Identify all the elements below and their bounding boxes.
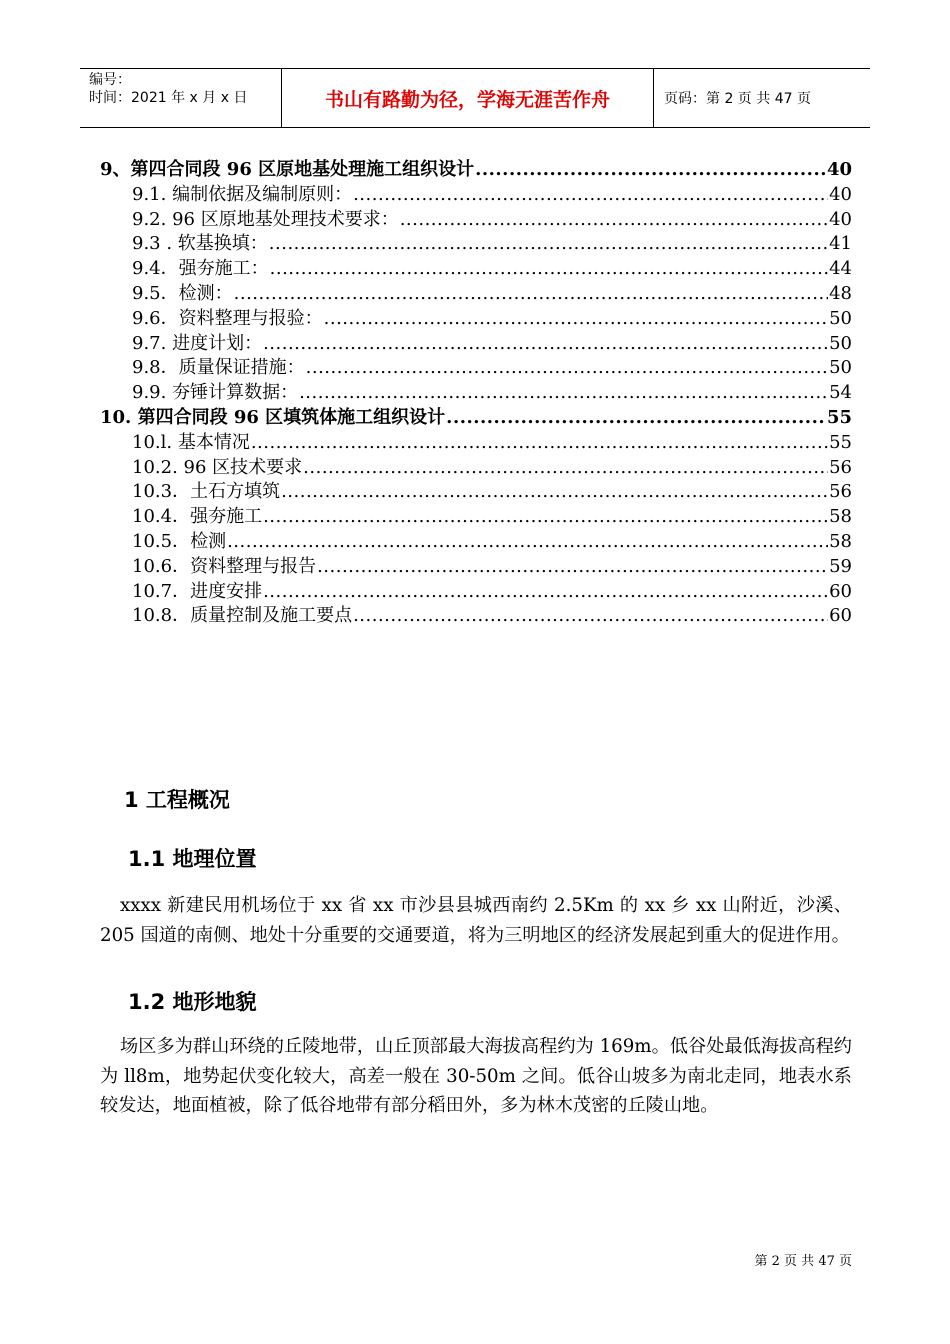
header-number-label: 编号：	[89, 72, 131, 88]
toc-leader-dots	[353, 184, 828, 205]
toc-entry-page: 40	[829, 208, 852, 230]
toc-entry-title: 10.3．土石方填筑	[132, 481, 281, 503]
toc-entry-page: 50	[829, 307, 852, 329]
toc-entry[interactable]	[100, 378, 852, 403]
toc-leader-dots	[234, 283, 828, 304]
toc-leader-dots	[263, 333, 828, 354]
toc-entry-title: 9、第四合同段 96 区原地基处理施工组织设计	[100, 159, 475, 180]
toc-entry[interactable]	[100, 527, 852, 552]
toc-leader-dots	[227, 531, 828, 552]
header-time-label: 时间：2021 年 x 月 x 日	[89, 90, 248, 106]
toc-leader-dots	[446, 407, 826, 428]
toc-leader-dots	[263, 506, 828, 527]
toc-entry-page: 50	[829, 357, 852, 379]
table-of-contents	[100, 155, 852, 626]
toc-entry-page: 60	[829, 580, 852, 602]
toc-entry-page: 55	[826, 406, 852, 428]
section-heading-terrain: 1.2 地形地貌	[128, 990, 257, 1014]
chapter-heading: 1 工程概况	[124, 788, 230, 812]
toc-entry-page: 60	[829, 605, 852, 627]
toc-entry-title: 9.2. 96 区原地基处理技术要求：	[132, 208, 399, 230]
toc-entry[interactable]	[100, 155, 852, 180]
toc-entry-title: 10.2. 96 区技术要求	[132, 456, 303, 478]
page-header	[80, 68, 870, 128]
toc-entry-page: 58	[829, 530, 852, 552]
toc-leader-dots	[251, 432, 828, 453]
toc-entry-title: 9.4．强夯施工：	[132, 258, 269, 279]
section-paragraph-terrain: 场区多为群山环绕的丘陵地带，山丘顶部最大海拔高程约为 169m。低谷处最低海拔高程约为 ll8m，地势起伏变化较大，高差一般在 30-50m 之间。低谷山坡多为南北走同，地表水系较发达，地面植被，除了低谷地带有部分稻田外，多为林木茂密的丘陵山地。	[100, 1036, 852, 1116]
toc-entry[interactable]	[100, 477, 852, 502]
section-paragraph-location: xxxx 新建民用机场位于 xx 省 xx 市沙县县城西南约 2.5Km 的 xx 乡 xx 山附近，沙溪、205 国道的南侧、地处十分重要的交通要道，将为三明地区的经济发展起到重大的促进作用。	[100, 895, 852, 946]
toc-leader-dots	[263, 581, 828, 602]
toc-entry[interactable]	[100, 180, 852, 205]
toc-entry-page: 40	[829, 183, 852, 205]
toc-leader-dots	[270, 258, 828, 279]
toc-entry-title: 10. 第四合同段 96 区填筑体施工组织设计	[100, 406, 446, 428]
page-footer: 第 2 页 共 47 页	[754, 1254, 852, 1269]
toc-entry[interactable]	[100, 577, 852, 602]
toc-entry-page: 56	[829, 481, 852, 503]
toc-entry-title: 9.7. 进度计划：	[132, 332, 263, 354]
toc-entry-title: 9.8．质量保证措施：	[132, 357, 305, 379]
toc-entry-title: 9.5．检测：	[132, 282, 233, 304]
toc-entry-title: 10.l. 基本情况	[132, 431, 250, 453]
toc-entry-title: 9.9. 夯锤计算数据：	[132, 382, 299, 403]
toc-entry[interactable]	[100, 254, 852, 279]
toc-entry[interactable]	[100, 453, 852, 478]
toc-entry-title: 9.6．资料整理与报验：	[132, 307, 323, 329]
toc-entry-page: 41	[829, 233, 852, 255]
toc-entry[interactable]	[100, 601, 852, 626]
toc-entry-title: 9.1. 编制依据及编制原则：	[132, 183, 353, 205]
toc-leader-dots	[303, 457, 828, 478]
toc-entry-page: 59	[829, 555, 852, 577]
toc-entry-title: 10.7．进度安排	[132, 580, 263, 602]
toc-entry-page: 50	[829, 332, 852, 354]
toc-entry-title: 10.8．质量控制及施工要点	[132, 605, 353, 627]
toc-leader-dots	[317, 556, 828, 577]
toc-entry[interactable]	[100, 205, 852, 230]
toc-entry-title: 10.5．检测	[132, 530, 227, 552]
toc-leader-dots	[306, 357, 828, 378]
header-page-label: 页码：第 2 页 共 47 页	[664, 91, 811, 107]
toc-entry[interactable]	[100, 353, 852, 378]
toc-leader-dots	[281, 481, 828, 502]
toc-entry-page: 55	[829, 431, 852, 453]
toc-entry-page: 40	[826, 159, 852, 180]
toc-leader-dots	[400, 209, 828, 230]
toc-entry[interactable]	[100, 403, 852, 428]
toc-leader-dots	[299, 382, 828, 403]
toc-entry[interactable]	[100, 229, 852, 254]
toc-leader-dots	[353, 605, 828, 626]
toc-entry[interactable]	[100, 329, 852, 354]
toc-entry[interactable]	[100, 279, 852, 304]
header-meta	[80, 69, 282, 127]
toc-entry-page: 56	[829, 456, 852, 478]
toc-entry-page: 58	[829, 506, 852, 527]
toc-entry[interactable]	[100, 502, 852, 527]
toc-leader-dots	[475, 159, 826, 180]
toc-entry[interactable]	[100, 304, 852, 329]
toc-entry[interactable]	[100, 552, 852, 577]
toc-leader-dots	[324, 308, 828, 329]
toc-leader-dots	[269, 233, 828, 254]
toc-entry-title: 10.4．强夯施工	[132, 506, 263, 527]
section-heading-location: 1.1 地理位置	[128, 847, 257, 871]
toc-entry-page: 44	[829, 258, 852, 279]
toc-entry[interactable]	[100, 428, 852, 453]
toc-entry-title: 10.6．资料整理与报告	[132, 555, 317, 577]
header-motto: 书山有路勤为径，学海无涯苦作舟	[282, 69, 654, 127]
toc-entry-page: 48	[829, 282, 852, 304]
toc-entry-page: 54	[829, 382, 852, 403]
toc-entry-title: 9.3 . 软基换填：	[132, 233, 268, 255]
